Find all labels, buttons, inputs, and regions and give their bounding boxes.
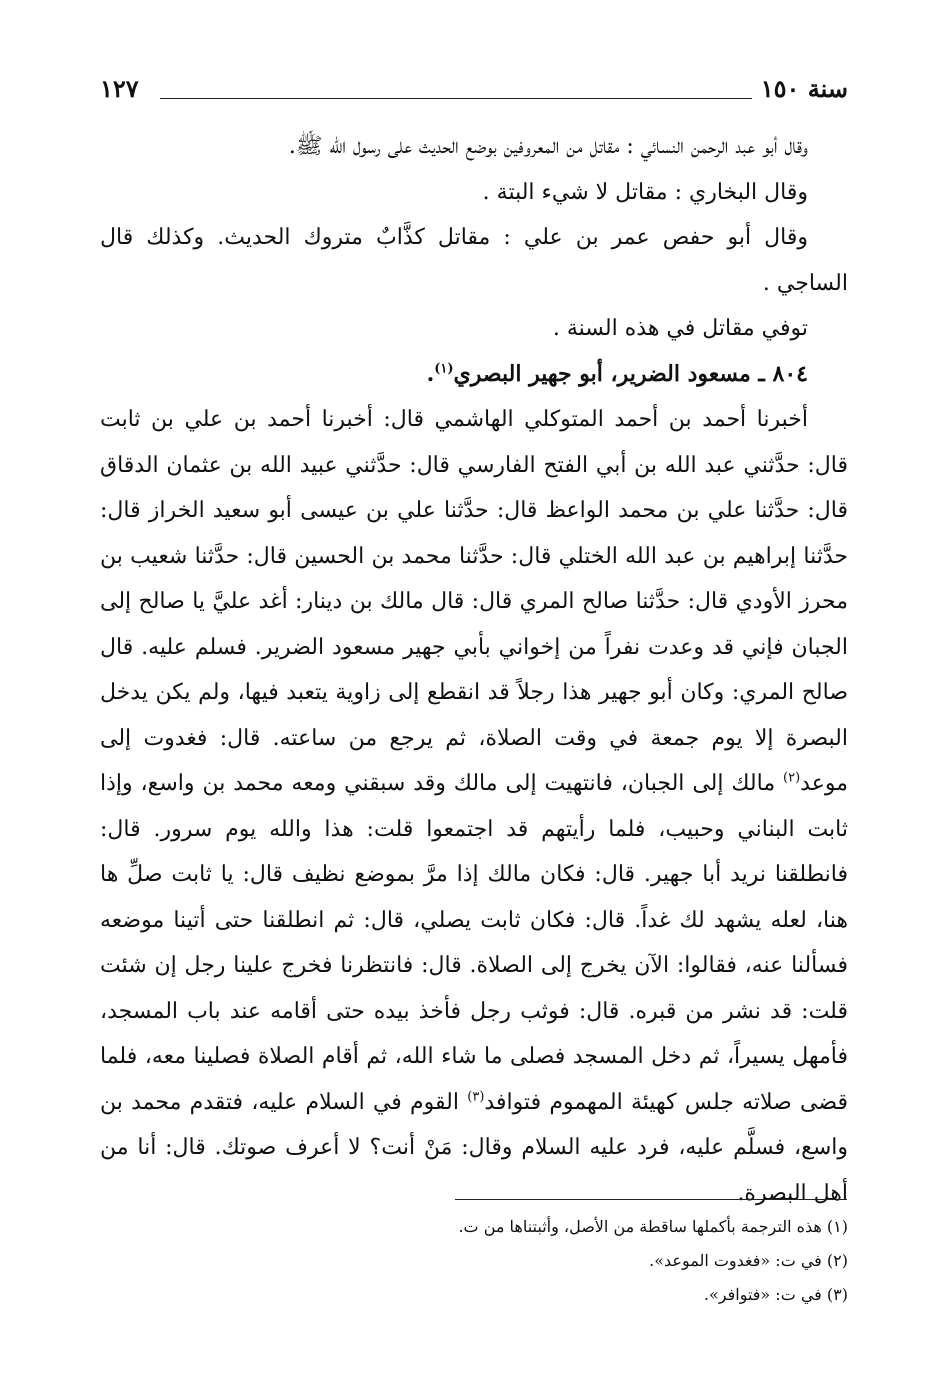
paragraph-nasai: وقال أبو عبد الرحمن النسائي : مقاتل من المعروفين بوضع الحديث على رسول الله ﷺ.: [288, 134, 808, 159]
page-number: ١٢٧: [100, 74, 139, 103]
entry-heading-end: .: [426, 360, 435, 387]
footnote-1: (١) هذه الترجمة بأكملها ساقطة من الأصل، وأثبتناها من ت.: [458, 1217, 848, 1236]
footnote-ref-1: (١): [434, 361, 454, 377]
entry-text-part-2: مالك إلى الجبان، فانتهيت إلى مالك وقد سبقني ومعه محمد بن واسع، وإذا ثابت البناني وحبيب، فلما رأيتهم قد اجتمعوا قلت: هذا والله يوم سرور. قال: فانطلقنا نريد أبا جهير. قال: فكان مالك إذا مرَّ بموضع نظيف قال: يا ثابت صلِّ ها هنا، لعله يشهد لك غداً. قال: فكان ثابت يصلي، قال: ثم انطلقنا حتى أتينا موضعه فسألنا عنه، فقالوا: الآن يخرج إلى الصلاة. قال: فانتظرنا فخرج علينا رجل إن شئت قلت: قد نشر من قبره. قال: فوثب رجل فأخذ بيده حتى أقامه عند باب المسجد، فأمهل يسيراً، ثم دخل المسجد فصلى ما شاء الله، ثم أقام الصلاة فصلينا معه، فلما قضى صلاته جلس كهيئة المهموم فتوافد: [100, 771, 848, 1115]
paragraph-death: توفي مقاتل في هذه السنة .: [552, 316, 808, 341]
footnote-3: (٣) في ت: «فتوافر».: [703, 1285, 848, 1304]
running-header: [100, 74, 848, 114]
entry-heading-text: ٨٠٤ ـ مسعود الضرير، أبو جهير البصري: [453, 360, 808, 387]
running-title: سنة ١٥٠: [760, 74, 848, 103]
entry-body: [100, 397, 848, 1216]
footnotes: [100, 1210, 848, 1312]
paragraph-bukhari: وقال البخاري : مقاتل لا شيء البتة .: [482, 179, 808, 205]
footnote-2: (٢) في ت: «فغدوت الموعد».: [649, 1251, 848, 1270]
entry-text-part-1: أخبرنا أحمد بن أحمد المتوكلي الهاشمي قال: أخبرنا أحمد بن علي بن ثابت قال: حدَّثني عبد الله بن أبي الفتح الفارسي قال: حدَّثني عبيد الله بن عثمان الدقاق قال: حدَّثنا علي بن محمد الواعظ قال: حدَّثنا علي بن عيسى أبو سعيد الخراز قال: حدَّثنا إبراهيم بن عبد الله الختلي قال: حدَّثنا محمد بن الحسين قال: حدَّثنا شعيب بن محرز الأودي قال: حدَّثنا صالح المري قال: قال مالك بن دينار: أغد عليَّ يا صالح إلى الجبان فإني قد وعدت نفراً من إخواني بأبي جهير مسعود الضرير. فسلم عليه. قال صالح المري: وكان أبو جهير هذا رجلاً قد انقطع إلى زاوية يتعبد فيها، ولم يكن يدخل البصرة إلا يوم جمعة في وقت الصلاة، ثم يرجع من ساعته. قال: فغدوت إلى موعد: [100, 407, 848, 796]
footnote-ref-3: (٣): [467, 1089, 485, 1105]
entry-text-part-3: القوم في السلام عليه، فتقدم محمد بن واسع، فسلَّم عليه، فرد عليه السلام وقال: مَنْ أنت؟ لا أعرف صوتك. قال: أنا من أهل البصرة.: [100, 1089, 848, 1206]
header-rule: [160, 98, 752, 99]
entry-heading: [100, 352, 848, 398]
footnote-separator: [455, 1199, 847, 1200]
footnote-ref-2: (٢): [783, 770, 801, 786]
main-text: [100, 124, 848, 1216]
paragraph-abu-hafs: وقال أبو حفص عمر بن علي : مقاتل كذَّابٌ متروك الحديث. وكذلك قال الساجي .: [100, 225, 848, 296]
